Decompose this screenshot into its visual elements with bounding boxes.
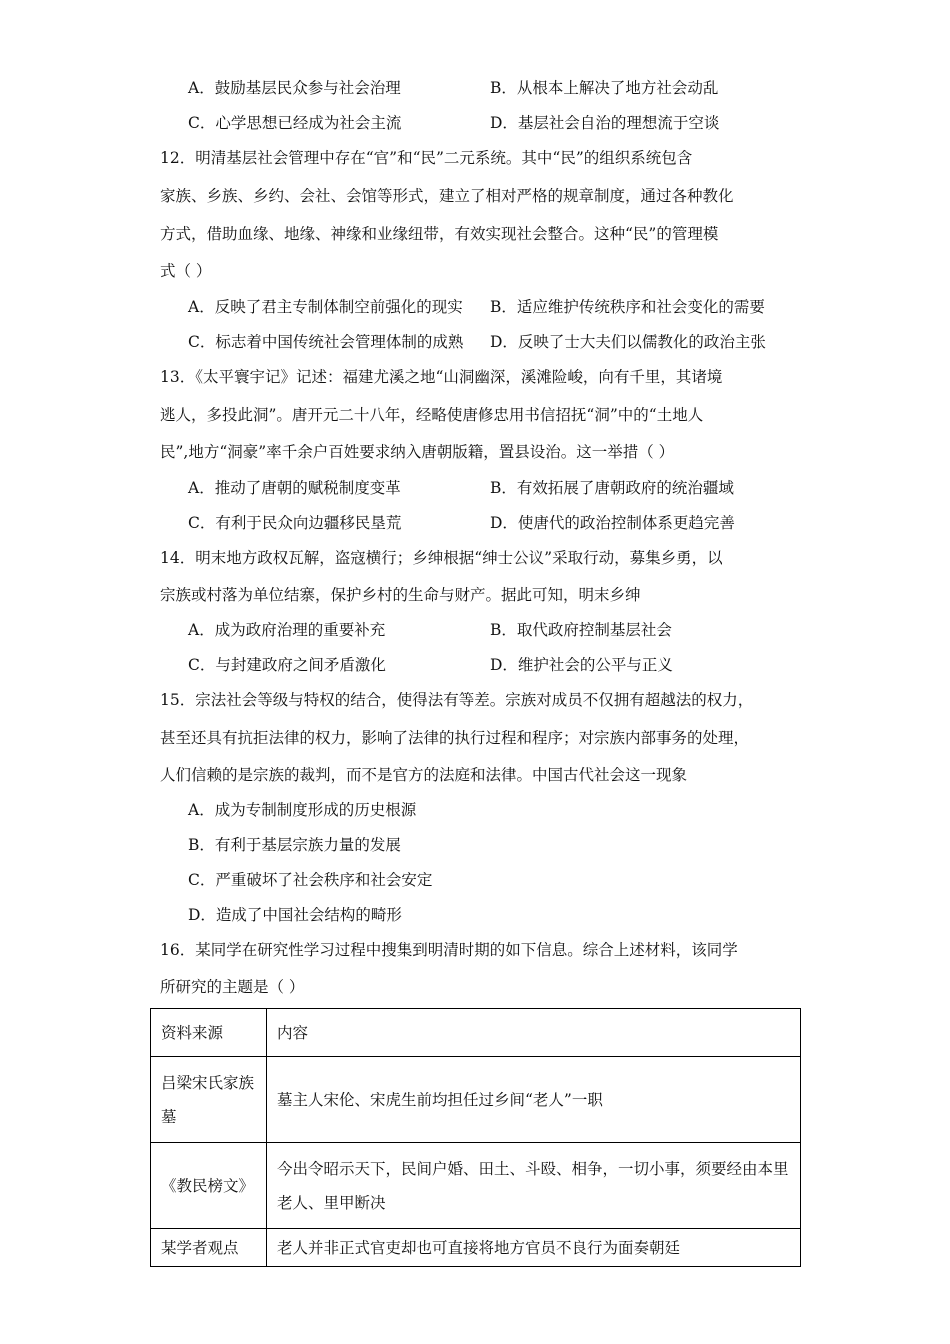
q12-option-c[interactable]: C．标志着中国传统社会管理体制的成熟 [188,333,464,351]
q14-stem-line-2: 宗族或村落为单位结寨，保护乡村的生命与财产。据此可知，明末乡绅 [160,586,641,604]
table-cell-content: 今出令昭示天下，民间户婚、田土、斗殴、相争，一切小事，须要经由本里老人、里甲断决 [267,1143,801,1229]
q14-option-d[interactable]: D．维护社会的公平与正义 [490,656,673,674]
q12-stem-line-3: 方式，借助血缘、地缘、神缘和业缘纽带，有效实现社会整合。这种“民”的管理模 [160,225,719,243]
q14-stem-line-1: 14．明末地方政权瓦解，盗寇横行；乡绅根据“绅士公议”采取行动，募集乡勇，以 [160,549,723,567]
q13-option-a[interactable]: A．推动了唐朝的赋税制度变革 [188,479,401,497]
table-cell-content: 老人并非正式官吏却也可直接将地方官员不良行为面奏朝廷 [267,1229,801,1267]
q15-stem-line-3: 人们信赖的是宗族的裁判，而不是官方的法庭和法律。中国古代社会这一现象 [160,766,688,784]
q14-option-a[interactable]: A．成为政府治理的重要补充 [188,621,386,639]
q11-option-d[interactable]: D．基层社会自治的理想流于空谈 [490,114,720,132]
q13-option-c[interactable]: C．有利于民众向边疆移民垦荒 [188,514,402,532]
q15-stem-line-2: 甚至还具有抗拒法律的权力，影响了法律的执行过程和程序；对宗族内部事务的处理， [160,729,750,747]
q15-stem-line-1: 15．宗法社会等级与特权的结合，使得法有等差。宗族对成员不仅拥有超越法的权力， [160,691,754,709]
q14-option-c[interactable]: C．与封建政府之间矛盾激化 [188,656,386,674]
q13-stem-line-1: 13．《太平寰宇记》记述：福建尤溪之地“山洞幽深，溪滩险峻，向有千里，其诸境 [160,368,723,386]
table-header-cell: 资料来源 [151,1009,267,1057]
q11-option-a[interactable]: A．鼓励基层民众参与社会治理 [188,79,401,97]
table-header-cell: 内容 [267,1009,801,1057]
q12-stem-line-1: 12．明清基层社会管理中存在“官”和“民”二元系统。其中“民”的组织系统包含 [160,149,693,167]
q13-stem-line-2: 逃人，多投此洞”。唐开元二十八年，经略使唐修忠用书信招抚“洞”中的“土地人 [160,406,704,424]
table-cell-source: 《教民榜文》 [151,1143,267,1229]
q16-stem-line-1: 16．某同学在研究性学习过程中搜集到明清时期的如下信息。综合上述材料，该同学 [160,941,738,959]
q13-stem-line-3: 民”,地方“洞豪”率千余户百姓要求纳入唐朝版籍，置县设治。这一举措（ ） [160,443,675,461]
q14-option-b[interactable]: B．取代政府控制基层社会 [490,621,672,639]
q15-option-c[interactable]: C．严重破坏了社会秩序和社会安定 [188,871,433,889]
table-cell-content: 墓主人宋伦、宋虎生前均担任过乡间“老人”一职 [267,1057,801,1143]
table-cell-source: 某学者观点 [151,1229,267,1267]
q15-option-d[interactable]: D．造成了中国社会结构的畸形 [188,906,402,924]
table-row [151,1057,801,1143]
q12-option-d[interactable]: D．反映了士大夫们以儒教化的政治主张 [490,333,766,351]
q11-option-b[interactable]: B．从根本上解决了地方社会动乱 [490,79,719,97]
q16-stem-line-2: 所研究的主题是（ ） [160,978,305,996]
q13-option-d[interactable]: D．使唐代的政治控制体系更趋完善 [490,514,735,532]
q12-option-b[interactable]: B．适应维护传统秩序和社会变化的需要 [490,298,765,316]
table-header-row [151,1009,801,1057]
table-cell-source: 吕梁宋氏家族墓 [151,1057,267,1143]
q12-stem-line-2: 家族、乡族、乡约、会社、会馆等形式，建立了相对严格的规章制度，通过各种教化 [160,187,734,205]
table-row [151,1143,801,1229]
q13-option-b[interactable]: B．有效拓展了唐朝政府的统治疆域 [490,479,734,497]
table-row [151,1229,801,1267]
q12-option-a[interactable]: A．反映了君主专制体制空前强化的现实 [188,298,463,316]
q15-option-a[interactable]: A．成为专制制度形成的历史根源 [188,801,417,819]
q16-source-table [150,1008,801,1267]
q11-option-c[interactable]: C．心学思想已经成为社会主流 [188,114,402,132]
q15-option-b[interactable]: B．有利于基层宗族力量的发展 [188,836,401,854]
q12-stem-line-4: 式（ ） [160,262,212,280]
